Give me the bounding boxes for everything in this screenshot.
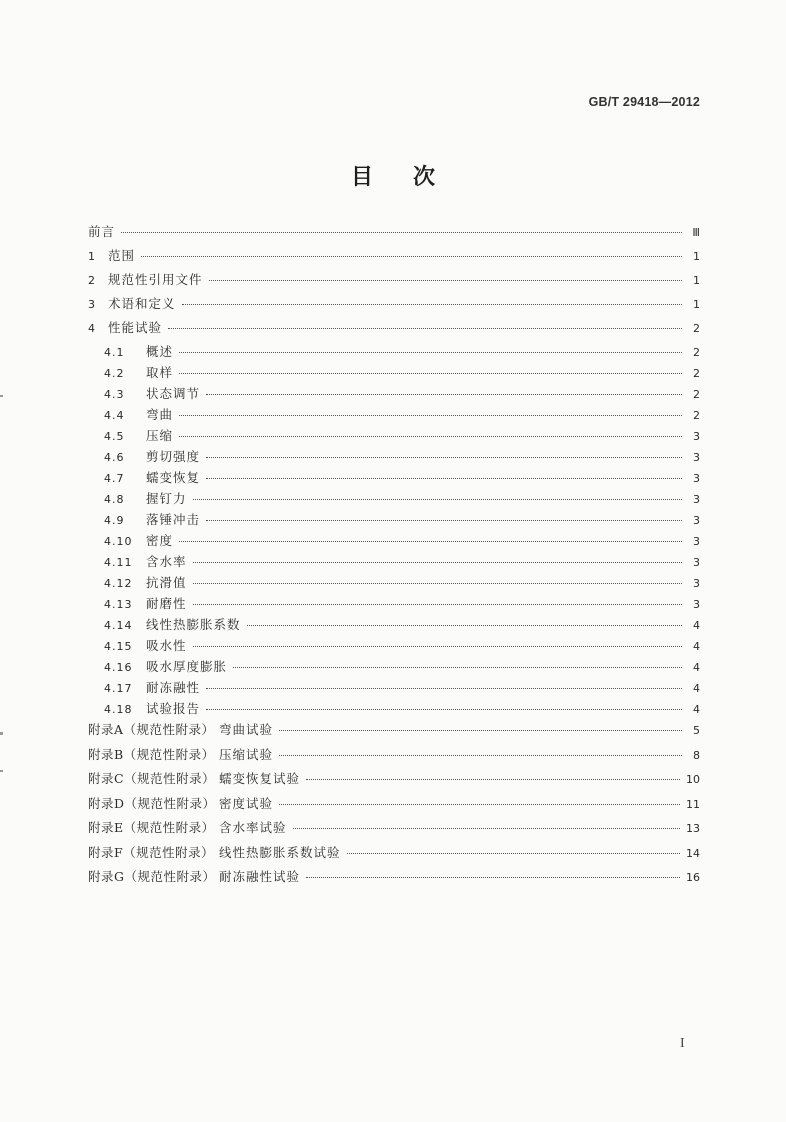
toc-entry-title: 概述 [146, 344, 174, 359]
toc-entry[interactable] [88, 274, 700, 298]
toc-entry-page: 1 [693, 274, 700, 287]
toc-dot-leader [168, 328, 682, 329]
toc-entry[interactable] [88, 773, 700, 798]
toc-entry-title: 弯曲试验 [219, 722, 274, 737]
toc-entry-number: 4.3 [104, 388, 125, 401]
toc-entry[interactable] [88, 871, 700, 896]
toc-entry-title: 耐磨性 [146, 596, 187, 611]
toc-dot-leader [121, 232, 682, 233]
toc-entry-page: 3 [693, 577, 700, 590]
toc-entry-number: 4.10 [104, 535, 133, 548]
toc-entry-title: 剪切强度 [146, 449, 201, 464]
toc-entry-number: 4 [88, 322, 95, 335]
toc-entry-title: 含水率试验 [219, 820, 287, 835]
page-title: 目次 [350, 164, 475, 190]
toc-entry-title: 前言 [88, 224, 116, 239]
toc-entry[interactable] [88, 844, 700, 872]
toc-entry[interactable] [88, 724, 700, 749]
toc-entry-title: 吸水厚度膨胀 [146, 659, 228, 674]
toc-entry[interactable] [88, 598, 700, 619]
toc-entry-title: 蠕变恢复试验 [219, 771, 301, 786]
toc-entry[interactable] [88, 298, 700, 322]
page-number: I [680, 1036, 685, 1051]
toc-entry-page: 3 [693, 535, 700, 548]
toc-entry-title: 试验报告 [146, 701, 201, 716]
toc-entry-page: 4 [693, 682, 700, 695]
toc-entry-title: 密度试验 [219, 795, 274, 811]
toc-entry-page: 4 [693, 661, 700, 674]
toc-entry-number: 4.16 [104, 661, 133, 674]
toc-entry-number: 4.8 [104, 493, 125, 506]
toc-entry-title: 含水率 [146, 554, 187, 569]
toc-dot-leader [193, 583, 682, 584]
toc-dot-leader [193, 562, 682, 563]
toc-entry[interactable] [88, 226, 700, 250]
toc-entry-title: 线性热膨胀系数试验 [219, 844, 341, 860]
toc-annex-label: 附录E（规范性附录） [88, 820, 215, 835]
toc-entry-page: 1 [693, 298, 700, 311]
toc-entry-page: 3 [693, 598, 700, 611]
toc-dot-leader [206, 688, 682, 689]
toc-dot-leader [193, 646, 682, 647]
toc-entry-page: 14 [686, 846, 700, 860]
toc-entry-number: 4.11 [104, 556, 133, 569]
toc-entry-page: 3 [693, 493, 700, 506]
toc-entry-title: 线性热膨胀系数 [146, 617, 241, 632]
toc-entry-page: 3 [693, 556, 700, 569]
toc-entry[interactable] [88, 795, 700, 823]
toc-dot-leader [193, 604, 682, 605]
toc-dot-leader [179, 373, 682, 374]
toc-entry-number: 4.12 [104, 577, 133, 590]
toc-dot-leader [347, 853, 680, 854]
toc-entry-title: 吸水性 [146, 638, 187, 653]
scan-edge-mark [0, 732, 3, 735]
toc-dot-leader [209, 280, 682, 281]
toc-entry[interactable] [88, 682, 700, 703]
toc-entry[interactable] [88, 493, 700, 514]
toc-entry-number: 4.5 [104, 430, 125, 443]
toc-entry-number: 4.15 [104, 640, 133, 653]
toc-annex-label: 附录D（规范性附录） [88, 795, 216, 811]
toc-dot-leader [279, 755, 682, 756]
toc-dot-leader [206, 520, 682, 521]
toc-dot-leader [206, 478, 682, 479]
toc-dot-leader [193, 499, 682, 500]
toc-entry[interactable] [88, 556, 700, 577]
toc-dot-leader [293, 828, 680, 829]
toc-entry-page: 3 [693, 451, 700, 464]
toc-dot-leader [179, 436, 682, 437]
toc-entry-title: 弯曲 [146, 407, 174, 422]
toc-dot-leader [306, 877, 680, 878]
toc-entry[interactable] [88, 619, 700, 640]
toc-entry-page: 1 [693, 250, 700, 263]
toc-annex-label: 附录A（规范性附录） [88, 722, 215, 737]
toc-annex-label: 附录F（规范性附录） [88, 844, 215, 860]
toc-entry-number: 4.13 [104, 598, 133, 611]
toc-entry[interactable] [88, 577, 700, 598]
toc-entry-title: 术语和定义 [108, 296, 176, 311]
toc-entry-page: 3 [693, 472, 700, 485]
toc-entry[interactable] [88, 703, 700, 724]
toc-entry[interactable] [88, 640, 700, 661]
toc-entry-page: 4 [693, 640, 700, 653]
toc-dot-leader [279, 804, 680, 805]
toc-entry[interactable] [88, 322, 700, 346]
toc-entry[interactable] [88, 746, 700, 774]
toc-entry-page: 11 [686, 797, 700, 811]
toc-entry-number: 3 [88, 298, 95, 311]
toc-dot-leader [247, 625, 682, 626]
toc-entry-title: 规范性引用文件 [108, 272, 203, 287]
toc-entry[interactable] [88, 367, 700, 388]
toc-dot-leader [206, 394, 682, 395]
toc-entry-page: 2 [693, 367, 700, 380]
toc-entry-title: 压缩 [146, 428, 174, 443]
toc-entry-page: 10 [686, 773, 700, 786]
toc-entry-number: 4.2 [104, 367, 125, 380]
toc-annex-label: 附录B（规范性附录） [88, 746, 215, 762]
toc-entry-page: 2 [693, 409, 700, 422]
toc-dot-leader [306, 779, 680, 780]
toc-entry-title: 性能试验 [108, 320, 163, 335]
toc-dot-leader [233, 667, 682, 668]
toc-entry-title: 落锤冲击 [146, 512, 201, 527]
toc-dot-leader [179, 352, 682, 353]
toc-entry-title: 状态调节 [146, 386, 201, 401]
scan-edge-mark [0, 395, 3, 397]
toc-entry-title: 耐冻融性 [146, 680, 201, 695]
table-of-contents [88, 226, 700, 896]
toc-entry[interactable] [88, 472, 700, 493]
toc-entry-number: 4.4 [104, 409, 125, 422]
toc-entry-page: 4 [693, 619, 700, 632]
toc-entry[interactable] [88, 346, 700, 367]
toc-entry-title: 抗滑值 [146, 575, 187, 590]
toc-entry-page: 8 [693, 748, 700, 762]
toc-entry-page: 2 [693, 388, 700, 401]
toc-entry-page: 3 [693, 514, 700, 527]
scan-edge-mark [0, 770, 3, 772]
toc-entry-title: 握钉力 [146, 491, 187, 506]
toc-dot-leader [206, 457, 682, 458]
toc-entry-number: 4.17 [104, 682, 133, 695]
toc-entry[interactable] [88, 250, 700, 274]
toc-entry[interactable] [88, 535, 700, 556]
toc-dot-leader [279, 730, 682, 731]
toc-entry[interactable] [88, 430, 700, 451]
toc-entry-number: 2 [88, 274, 95, 287]
toc-dot-leader [182, 304, 682, 305]
toc-entry[interactable] [88, 514, 700, 535]
toc-annex-label: 附录C（规范性附录） [88, 771, 216, 786]
toc-entry[interactable] [88, 409, 700, 430]
toc-entry-page: 2 [693, 322, 700, 335]
toc-entry-title: 压缩试验 [219, 746, 274, 762]
toc-entry-title: 耐冻融性试验 [219, 869, 301, 884]
toc-entry-page: 16 [686, 871, 700, 884]
toc-entry[interactable] [88, 822, 700, 847]
toc-annex-label: 附录G（规范性附录） [88, 869, 216, 884]
toc-entry-number: 4.7 [104, 472, 125, 485]
document-code: GB/T 29418—2012 [588, 95, 700, 109]
toc-entry-title: 密度 [146, 533, 174, 548]
toc-entry-number: 4.9 [104, 514, 125, 527]
toc-entry-page: Ⅲ [692, 226, 700, 239]
toc-entry-number: 4.6 [104, 451, 125, 464]
toc-entry[interactable] [88, 661, 700, 682]
toc-entry-number: 1 [88, 250, 95, 263]
toc-entry-page: 3 [693, 430, 700, 443]
toc-entry-page: 2 [693, 346, 700, 359]
toc-entry-number: 4.14 [104, 619, 133, 632]
toc-entry-number: 4.1 [104, 346, 125, 359]
toc-entry[interactable] [88, 451, 700, 472]
toc-entry-page: 5 [693, 724, 700, 737]
toc-entry[interactable] [88, 388, 700, 409]
toc-dot-leader [206, 709, 682, 710]
toc-entry-page: 4 [693, 703, 700, 716]
toc-dot-leader [179, 415, 682, 416]
toc-entry-title: 蠕变恢复 [146, 470, 201, 485]
toc-entry-title: 取样 [146, 365, 174, 380]
toc-entry-title: 范围 [108, 248, 136, 263]
toc-dot-leader [141, 256, 682, 257]
toc-entry-number: 4.18 [104, 703, 133, 716]
toc-entry-page: 13 [686, 822, 700, 835]
toc-dot-leader [179, 541, 682, 542]
